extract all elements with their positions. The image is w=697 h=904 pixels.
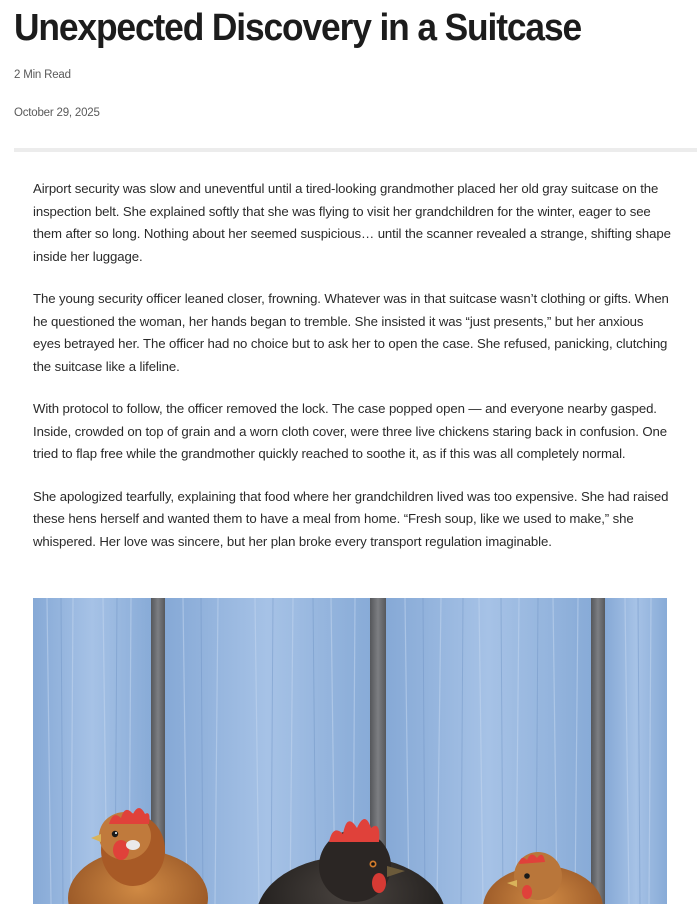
article-paragraph: With protocol to follow, the officer removed the lock. The case popped open — and everyone nearby gasped. Inside, crowded on top of grain and a worn cloth cover, were three live chickens staring back in confusion. One tried to flap free while the grandmother quickly reached to soothe it, as if this was all completely normal. <box>33 401 667 461</box>
read-time: 2 Min Read <box>14 69 71 81</box>
article-image <box>33 598 667 904</box>
article-paragraph: She apologized tearfully, explaining that food where her grandchildren lived was too expensive. She had raised these hens herself and wanted them to have a meal from home. “Fresh soup, like we used to make,” she whispered. Her love was sincere, but her plan broke every transport regulation imaginable. <box>33 488 669 549</box>
article-body <box>33 178 673 573</box>
publish-date: October 29, 2025 <box>14 107 100 119</box>
page-title: Unexpected Discovery in a Suitcase <box>14 7 582 49</box>
chickens-photo <box>33 598 667 904</box>
article-paragraph: Airport security was slow and uneventful until a tired-looking grandmother placed her old gray suitcase on the inspection belt. She explained softly that she was flying to visit her grandchildren for the winter, eager to see them after so long. Nothing about her seemed suspicious… until the scanner revealed a strange, shifting shape inside her luggage. <box>33 181 671 264</box>
header-divider <box>14 148 697 152</box>
article-paragraph: The young security officer leaned closer, frowning. Whatever was in that suitcase wasn’t clothing or gifts. When he questioned the woman, her hands began to tremble. She insisted it was “just presents,” but her anxious eyes betrayed her. The officer had no choice but to ask her to open the case. She refused, panicking, clutching the suitcase like a lifeline. <box>33 291 669 374</box>
